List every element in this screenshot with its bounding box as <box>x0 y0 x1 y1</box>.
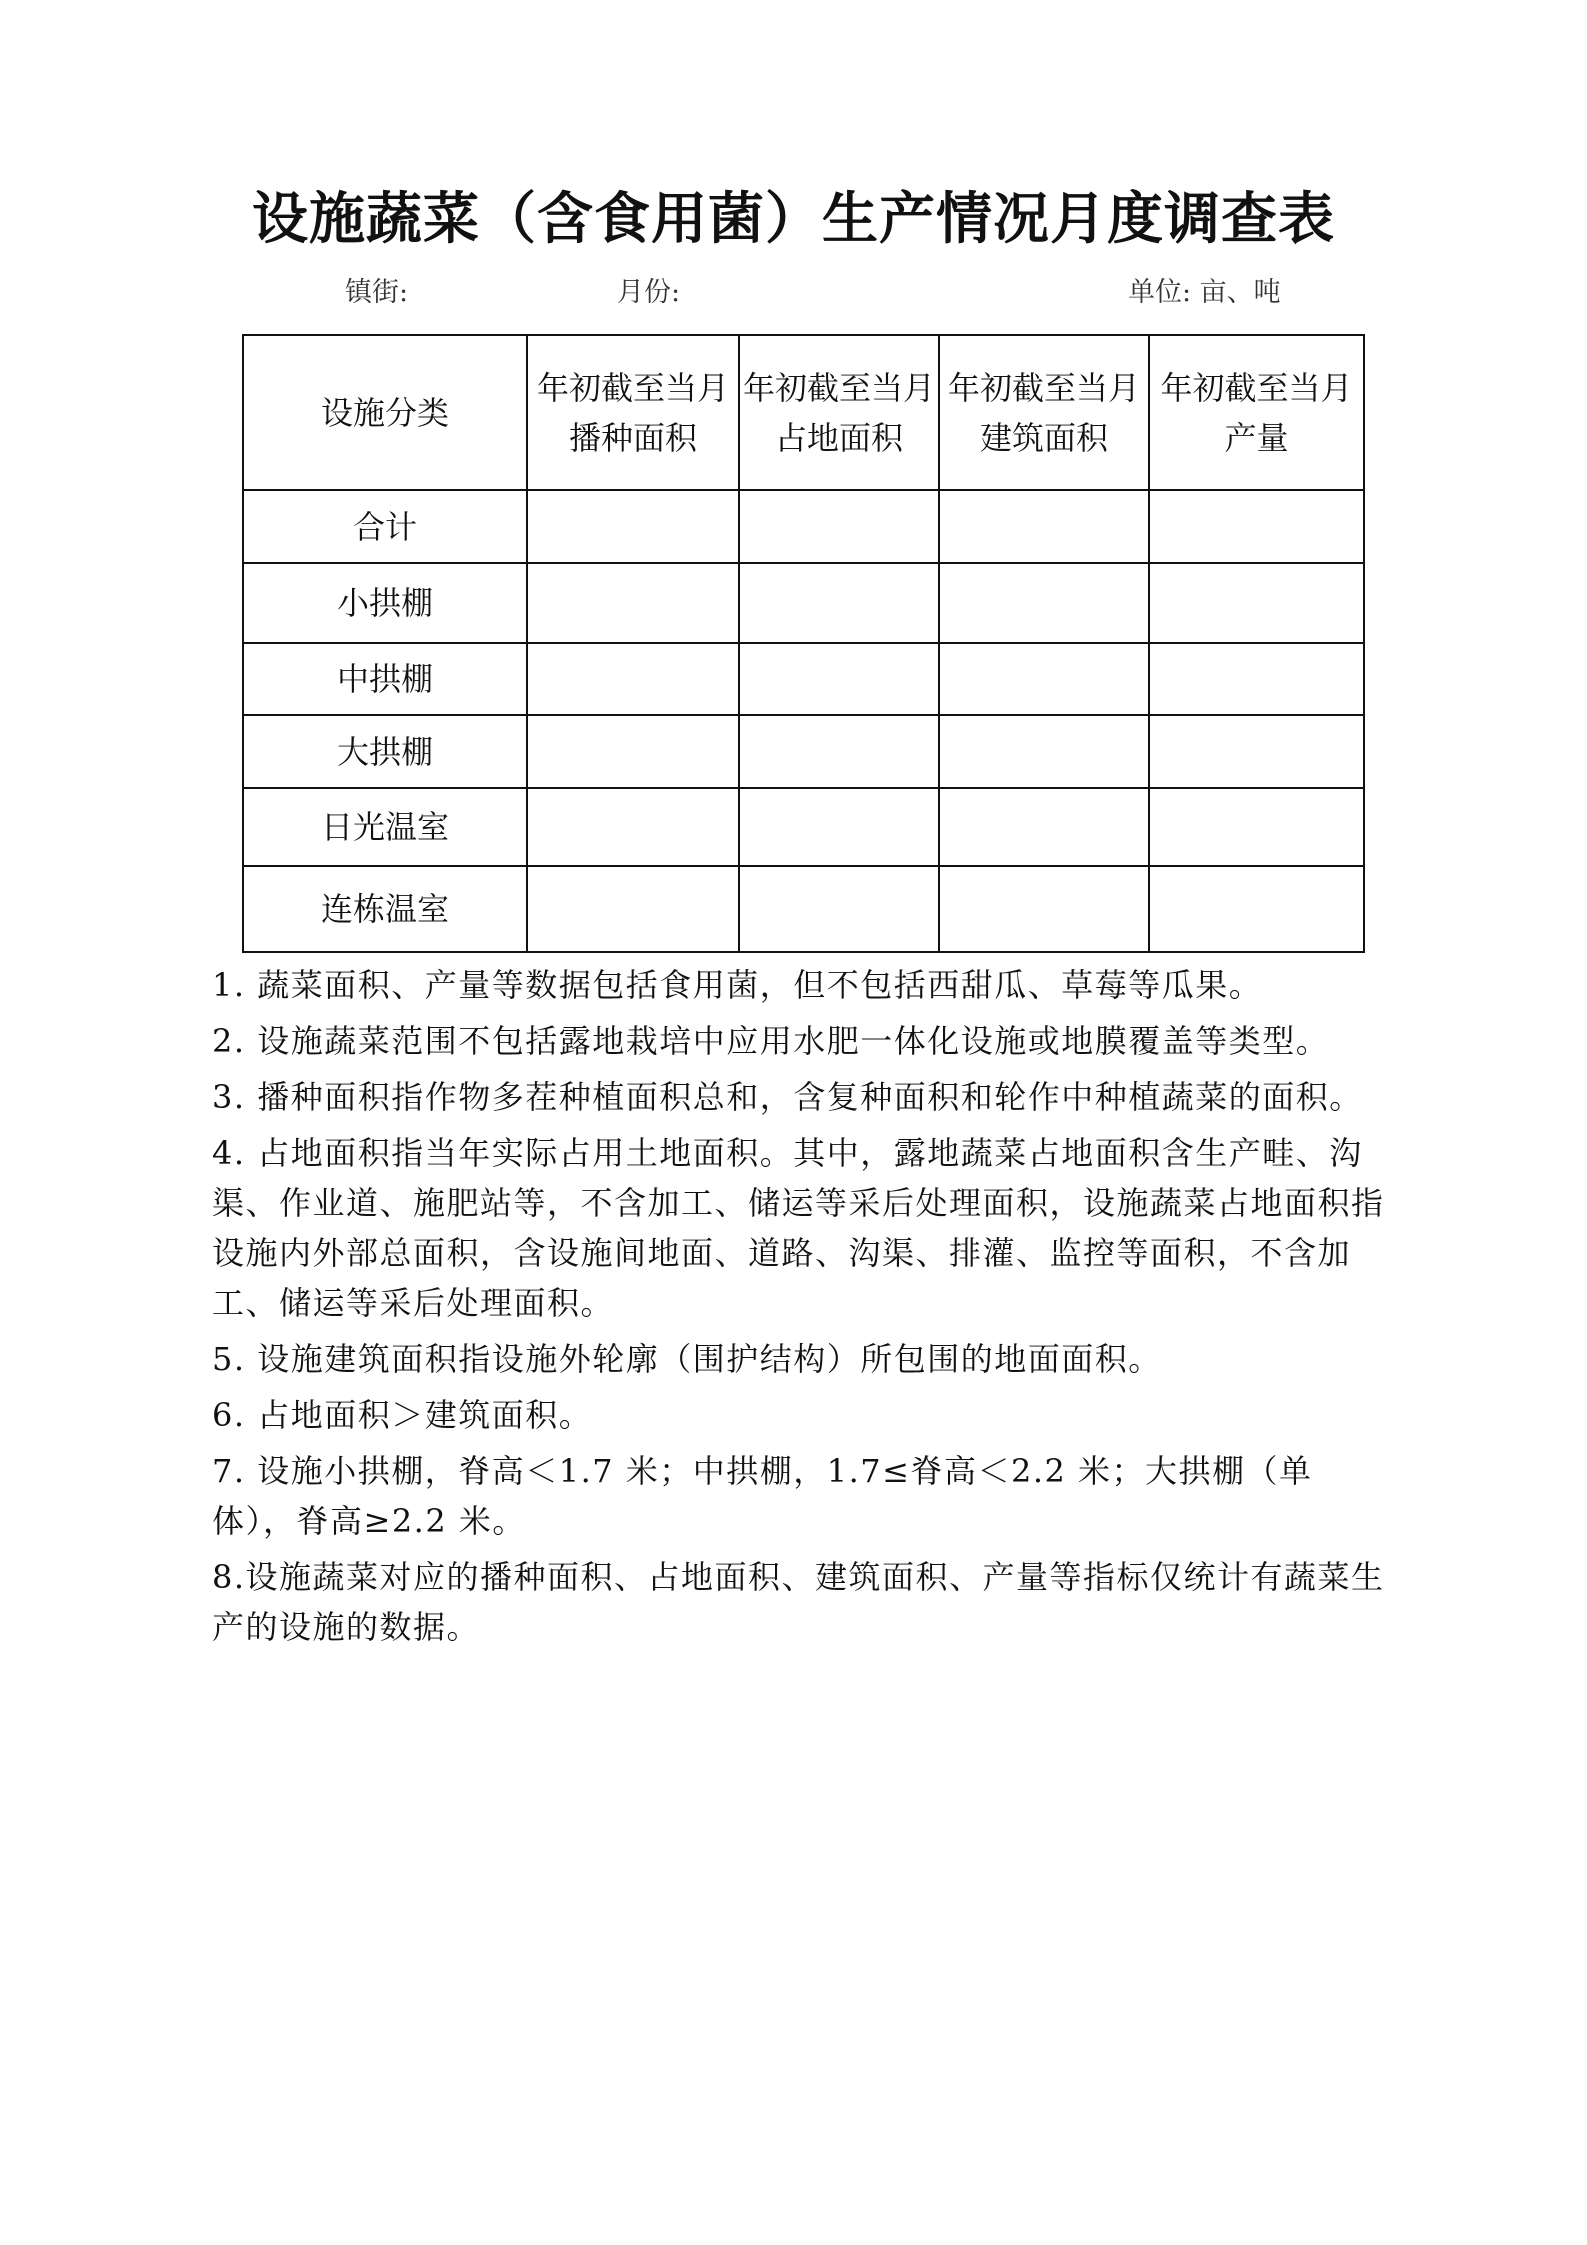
input-cell[interactable] <box>1149 788 1364 866</box>
table-row <box>243 563 1364 643</box>
input-cell[interactable] <box>939 643 1149 715</box>
input-cell[interactable] <box>739 563 939 643</box>
input-cell[interactable] <box>739 715 939 788</box>
unit-label: 单位: 亩、吨 <box>1128 277 1281 308</box>
note-item: 5. 设施建筑面积指设施外轮廓（围护结构）所包围的地面面积。 <box>212 1340 1162 1378</box>
input-cell[interactable] <box>1149 866 1364 952</box>
note-item: 3. 播种面积指作物多茬种植面积总和，含复种面积和轮作中种植蔬菜的面积。 <box>212 1078 1363 1116</box>
town-label: 镇街: <box>345 277 409 308</box>
row-label-total: 合计 <box>243 490 527 563</box>
table-header-row <box>243 335 1364 490</box>
form-title: 设施蔬菜（含食用菌）生产情况月度调查表 <box>252 187 1335 252</box>
table-row <box>243 715 1364 788</box>
note-item: 6. 占地面积＞建筑面积。 <box>212 1396 593 1434</box>
input-cell[interactable] <box>527 866 739 952</box>
header-sown-area: 年初截至当月播种面积 <box>527 335 739 490</box>
input-cell[interactable] <box>1149 490 1364 563</box>
input-cell[interactable] <box>527 643 739 715</box>
note-item: 8.设施蔬菜对应的播种面积、占地面积、建筑面积、产量等指标仅统计有蔬菜生产的设施的数据。 <box>212 1558 1385 1646</box>
input-cell[interactable] <box>527 715 739 788</box>
month-label: 月份: <box>617 277 681 308</box>
note-item: 4. 占地面积指当年实际占用土地面积。其中，露地蔬菜占地面积含生产畦、沟渠、作业道、施肥站等，不含加工、储运等采后处理面积，设施蔬菜占地面积指设施内外部总面积，含设施间地面、道路、沟渠、排灌、监控等面积，不含加工、储运等采后处理面积。 <box>212 1134 1385 1322</box>
input-cell[interactable] <box>939 866 1149 952</box>
input-cell[interactable] <box>527 788 739 866</box>
input-cell[interactable] <box>527 490 739 563</box>
table-row <box>243 788 1364 866</box>
input-cell[interactable] <box>527 563 739 643</box>
row-label-medium-arch: 中拱棚 <box>243 643 527 715</box>
input-cell[interactable] <box>739 490 939 563</box>
note-item: 2. 设施蔬菜范围不包括露地栽培中应用水肥一体化设施或地膜覆盖等类型。 <box>212 1022 1330 1060</box>
input-cell[interactable] <box>1149 715 1364 788</box>
row-label-solar-greenhouse: 日光温室 <box>243 788 527 866</box>
row-label-large-arch: 大拱棚 <box>243 715 527 788</box>
note-item: 7. 设施小拱棚，脊高＜1.7 米；中拱棚，1.7≤脊高＜2.2 米；大拱棚（单体），脊高≥2.2 米。 <box>212 1452 1313 1540</box>
input-cell[interactable] <box>1149 563 1364 643</box>
table-row <box>243 490 1364 563</box>
input-cell[interactable] <box>739 866 939 952</box>
row-label-multispan-greenhouse: 连栋温室 <box>243 866 527 952</box>
header-output: 年初截至当月产量 <box>1149 335 1364 490</box>
input-cell[interactable] <box>739 643 939 715</box>
input-cell[interactable] <box>1149 643 1364 715</box>
header-category: 设施分类 <box>243 335 527 490</box>
table-row <box>243 866 1364 952</box>
notes-section <box>212 960 1397 1658</box>
input-cell[interactable] <box>939 788 1149 866</box>
input-cell[interactable] <box>939 715 1149 788</box>
input-cell[interactable] <box>739 788 939 866</box>
note-item: 1. 蔬菜面积、产量等数据包括食用菌，但不包括西甜瓜、草莓等瓜果。 <box>212 966 1263 1004</box>
header-land-area: 年初截至当月占地面积 <box>739 335 939 490</box>
table-row <box>243 643 1364 715</box>
header-building-area: 年初截至当月建筑面积 <box>939 335 1149 490</box>
input-cell[interactable] <box>939 490 1149 563</box>
row-label-small-arch: 小拱棚 <box>243 563 527 643</box>
input-cell[interactable] <box>939 563 1149 643</box>
survey-table <box>242 334 1365 953</box>
